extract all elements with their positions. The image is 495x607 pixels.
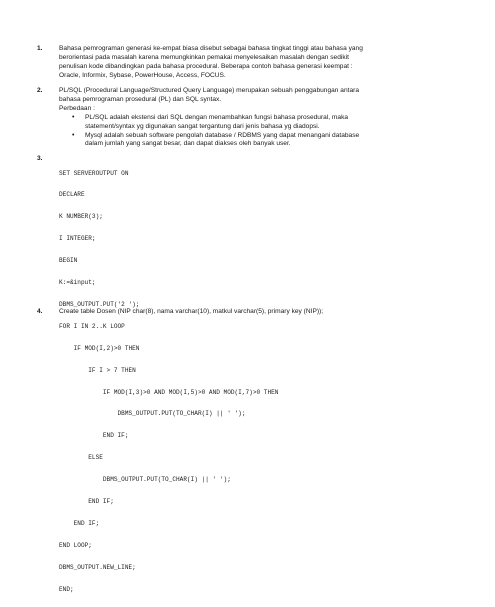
text-line: PL/SQL adalah ekstensi dari SQL dengan menambahkan fungsi bahasa prosedural, maka bbox=[85, 113, 349, 121]
item-number: 2. bbox=[37, 87, 43, 94]
code-line: DBMS_OUTPUT.PUT(TO_CHAR(I) || ' '); bbox=[59, 410, 246, 418]
item-number: 3. bbox=[37, 155, 43, 162]
code-line: I INTEGER; bbox=[59, 235, 96, 243]
item-number: 4. bbox=[37, 308, 43, 315]
text-line: statement/syntax yg digunakan sangat tergantung dari jenis bahasa yg diadopsi. bbox=[85, 122, 320, 130]
item-text bbox=[59, 308, 449, 317]
text-line: Oracle, Informix, Sybase, PowerHouse, Access, FOCUS. bbox=[59, 71, 226, 79]
text-line: PL/SQL (Procedural Language/Structured Query Language) merupakan sebuah penggabungan antara bbox=[59, 87, 359, 94]
code-line: END IF; bbox=[59, 519, 100, 527]
code-line: END IF; bbox=[59, 432, 129, 440]
item-text bbox=[59, 45, 449, 81]
code-line: DBMS_OUTPUT.PUT(TO_CHAR(I) || ' '); bbox=[59, 476, 231, 484]
item-number: 1. bbox=[37, 45, 43, 52]
item-text bbox=[59, 87, 449, 149]
code-line: IF MOD(I,2)>0 THEN bbox=[59, 344, 140, 352]
bullet-item bbox=[59, 132, 449, 150]
code-line: ELSE bbox=[59, 454, 103, 462]
text-line: berorientasi pada masalah karena memungkinkan pemakai menyelesaikan masalah dengan sedikit bbox=[59, 53, 349, 61]
code-line: DECLARE bbox=[59, 191, 85, 199]
code-line: END LOOP; bbox=[59, 541, 92, 549]
text-line: Bahasa pemrograman generasi ke-empat biasa disebut sebagai bahasa tingkat tinggi atau bahasa yang bbox=[59, 45, 363, 52]
code-line: K NUMBER(3); bbox=[59, 213, 103, 221]
code-line: END; bbox=[59, 585, 74, 593]
text-line: Perbedaan : bbox=[59, 104, 95, 112]
code-line: SET SERVEROUTPUT ON bbox=[59, 169, 129, 177]
bullet-list bbox=[59, 114, 449, 150]
bullet-icon: • bbox=[72, 131, 75, 139]
code-line: BEGIN bbox=[59, 257, 78, 265]
bullet-item bbox=[59, 114, 449, 132]
code-block bbox=[59, 155, 449, 607]
code-line: IF MOD(I,3)>0 AND MOD(I,5)>0 AND MOD(I,7)>0 THEN bbox=[59, 388, 279, 396]
code-line: END IF; bbox=[59, 497, 114, 505]
code-line: DBMS_OUTPUT.PUT('2 '); bbox=[59, 300, 140, 308]
code-line: FOR I IN 2..K LOOP bbox=[59, 322, 125, 330]
bullet-icon: • bbox=[72, 113, 75, 121]
code-line: DBMS_OUTPUT.NEW_LINE; bbox=[59, 563, 136, 571]
code-listing bbox=[59, 155, 449, 607]
code-line: K:=&input; bbox=[59, 279, 96, 287]
text-line: bahasa pemrograman prosedural (PL) dan SQL syntax. bbox=[59, 95, 222, 103]
text-line: Create table Dosen (NIP char(8), nama varchar(10), matkul varchar(5), primary key (NIP)); bbox=[59, 308, 324, 315]
text-line: penulisan kode dibandingkan pada bahasa procedural. Beberapa contoh bahasa generasi keempat : bbox=[59, 62, 353, 70]
code-line: IF I > 7 THEN bbox=[59, 366, 136, 374]
text-line: Mysql adalah sebuah software pengolah database / RDBMS yang dapat menangani database bbox=[85, 131, 360, 139]
text-line: dalam jumlah yang sangat besar, dan dapat diakses oleh banyak user. bbox=[85, 140, 291, 148]
